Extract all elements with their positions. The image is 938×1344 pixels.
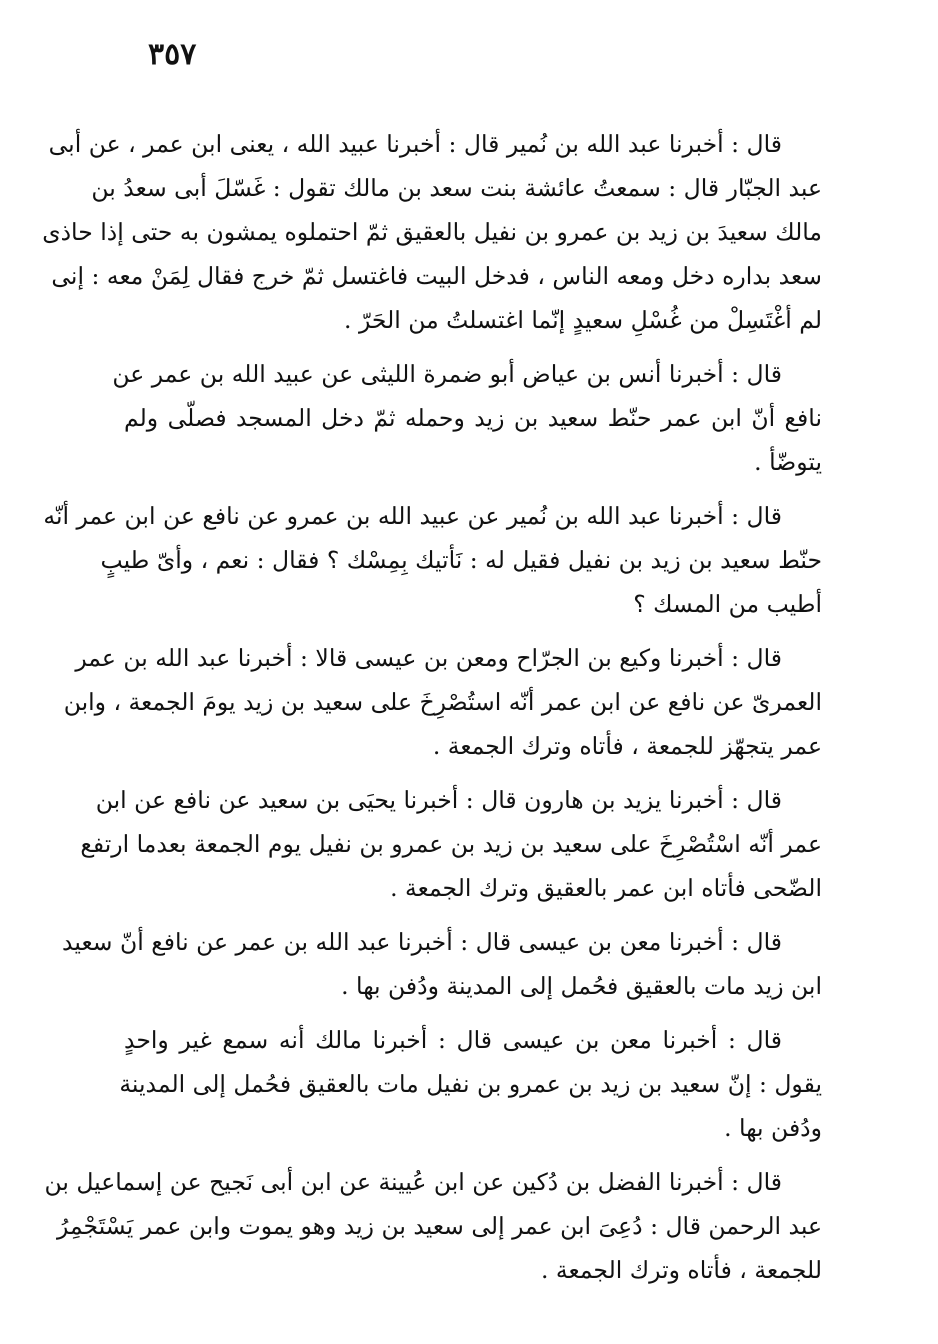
text-line: العمرىّ عن نافع عن ابن عمر أنّه استُصْرِخَ على سعيد بن زيد يومَ الجمعة ، وابن <box>63 688 822 716</box>
text-line: قال : أخبرنا معن بن عيسى قال : أخبرنا عبد الله بن عمر عن نافع أنّ سعيد <box>62 928 782 956</box>
paragraph <box>63 636 822 768</box>
paragraph <box>80 778 822 910</box>
text-line: عمر يتجهّز للجمعة ، فأتاه وترك الجمعة . <box>432 732 822 760</box>
text-line: قال : أخبرنا أنس بن عياض أبو ضمرة الليثى عن عبيد الله بن عمر عن <box>112 360 782 388</box>
text-line: يتوضّأ . <box>754 448 822 476</box>
text-line: يقول : إنّ سعيد بن زيد بن عمرو بن نفيل مات بالعقيق فحُمل إلى المدينة <box>119 1070 822 1098</box>
page-body <box>42 122 822 1302</box>
text-line: لم أغْتَسِلْ من غُسْلِ سعيدٍ إنّما اغتسلتُ من الحَرّ . <box>344 306 822 334</box>
text-line: قال : أخبرنا وكيع بن الجرّاح ومعن بن عيسى قالا : أخبرنا عبد الله بن عمر <box>75 644 782 672</box>
text-line: مالك سعيدَ بن زيد بن عمرو بن نفيل بالعقيق ثمّ احتملوه يمشون به حتى إذا حاذى <box>42 218 822 246</box>
text-line: للجمعة ، فأتاه وترك الجمعة . <box>540 1256 822 1284</box>
page-number: ٣٥٧ <box>148 37 197 72</box>
paragraph <box>112 352 822 484</box>
text-line: ابن زيد مات بالعقيق فحُمل إلى المدينة ودُفن بها . <box>341 972 822 1000</box>
text-line: سعد بداره دخل ومعه الناس ، فدخل البيت فاغتسل ثمّ خرج فقال لِمَنْ معه : إنى <box>51 262 822 290</box>
text-line: عمر أنّه اسْتُصْرِخَ على سعيد بن زيد بن عمرو بن نفيل يوم الجمعة بعدما ارتفع <box>80 830 822 858</box>
text-line: قال : أخبرنا الفضل بن دُكين عن ابن عُيينة عن ابن أبى نَجيح عن إسماعيل بن <box>44 1168 782 1196</box>
text-line: حنّط سعيد بن زيد بن نفيل فقيل له : نَأتيك بِمِسْك ؟ فقال : نعم ، وأىّ طيبٍ <box>100 546 822 574</box>
text-line: ودُفن بها . <box>724 1114 822 1142</box>
text-line: قال : أخبرنا عبد الله بن نُمير قال : أخبرنا عبيد الله ، يعنى ابن عمر ، عن أبى <box>48 130 782 158</box>
paragraph <box>119 1018 822 1150</box>
text-line: عبد الجبّار قال : سمعتُ عائشة بنت سعد بن مالك تقول : غَسّلَ أبى سعدُ بن <box>91 174 822 202</box>
text-line: نافع أنّ ابن عمر حنّط سعيد بن زيد وحمله ثمّ دخل المسجد فصلّى ولم <box>124 404 822 432</box>
text-line: عبد الرحمن قال : دُعِىَ ابن عمر إلى سعيد بن زيد وهو يموت وابن عمر يَسْتَجْمِرُ <box>56 1212 822 1240</box>
text-line: الضّحى فأتاه ابن عمر بالعقيق وترك الجمعة . <box>390 874 822 902</box>
paragraph <box>62 920 822 1008</box>
text-line: قال : أخبرنا يزيد بن هارون قال : أخبرنا يحيَى بن سعيد عن نافع عن ابن <box>95 786 782 814</box>
text-line: قال : أخبرنا عبد الله بن نُمير عن عبيد الله بن عمرو عن نافع عن ابن عمر أنّه <box>43 502 782 530</box>
paragraph <box>44 1160 822 1292</box>
paragraph <box>42 122 822 342</box>
text-line: قال : أخبرنا معن بن عيسى قال : أخبرنا مالك أنه سمع غير واحدٍ <box>124 1026 782 1054</box>
text-line: أطيب من المسك ؟ <box>633 590 822 618</box>
paragraph <box>43 494 822 626</box>
